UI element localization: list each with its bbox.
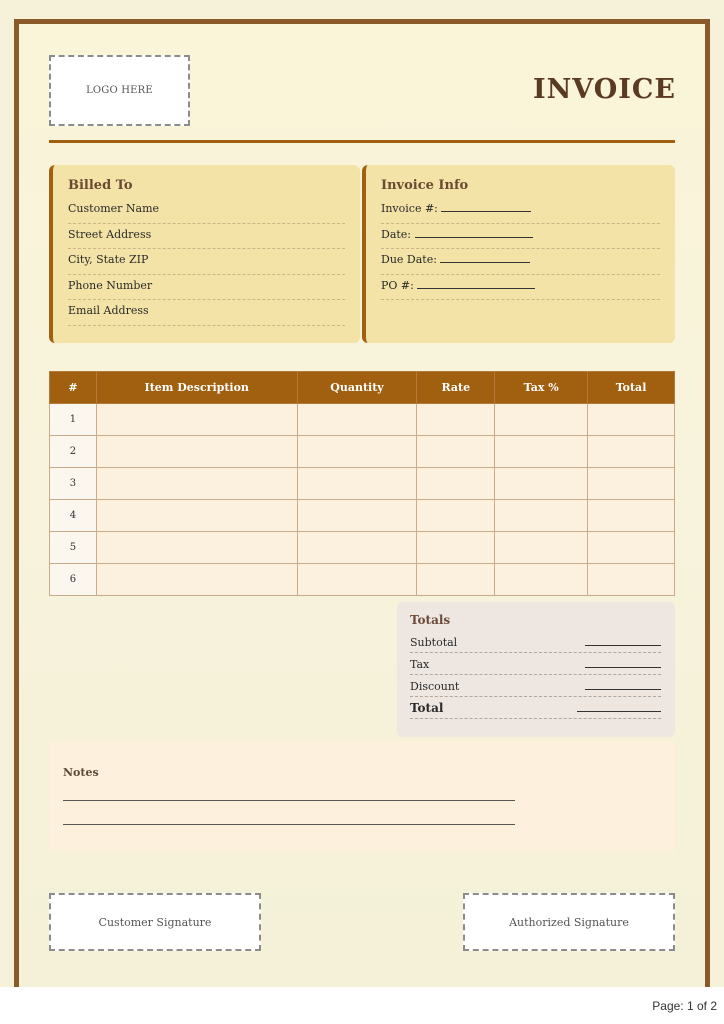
- grand-total-blank[interactable]: [577, 711, 661, 712]
- quantity-cell[interactable]: [297, 564, 417, 596]
- quantity-cell[interactable]: [297, 468, 417, 500]
- subtotal-blank[interactable]: [585, 645, 661, 646]
- billed-to-street-address[interactable]: [68, 224, 345, 250]
- tax-blank[interactable]: [585, 667, 661, 668]
- billed-to-customer-name[interactable]: [68, 198, 345, 224]
- column-header-quantity: Quantity: [297, 372, 417, 404]
- column-header-total: Total: [588, 372, 675, 404]
- quantity-cell[interactable]: [297, 436, 417, 468]
- field-label: Email Address: [68, 304, 149, 317]
- notes-heading: Notes: [63, 766, 99, 779]
- discount-blank[interactable]: [585, 689, 661, 690]
- authorized-signature-label: Authorized Signature: [509, 915, 629, 929]
- total-cell[interactable]: [588, 532, 675, 564]
- description-cell[interactable]: [96, 500, 297, 532]
- tax-row: [410, 653, 661, 675]
- tax-cell[interactable]: [495, 404, 588, 436]
- grand-total-label: Total: [410, 701, 444, 715]
- tax-cell[interactable]: [495, 436, 588, 468]
- column-header-number: #: [50, 372, 97, 404]
- field-label: Due Date:: [381, 253, 437, 266]
- row-number: 5: [50, 532, 97, 564]
- field-label: PO #:: [381, 278, 414, 292]
- row-number: 6: [50, 564, 97, 596]
- notes-line[interactable]: [63, 800, 515, 801]
- subtotal-row: [410, 631, 661, 653]
- totals-box: [397, 602, 675, 737]
- quantity-cell[interactable]: [297, 404, 417, 436]
- discount-row: [410, 675, 661, 697]
- field-label: Street Address: [68, 227, 152, 241]
- description-cell[interactable]: [96, 404, 297, 436]
- tax-cell[interactable]: [495, 564, 588, 596]
- page-indicator: Page: 1 of 2: [652, 999, 717, 1013]
- table-row: [50, 500, 675, 532]
- total-cell[interactable]: [588, 468, 675, 500]
- column-header-rate: Rate: [417, 372, 495, 404]
- field-label: City, State ZIP: [68, 253, 149, 266]
- total-cell[interactable]: [588, 500, 675, 532]
- billed-to-card: [49, 165, 360, 343]
- row-number: 1: [50, 404, 97, 436]
- header-divider: [49, 140, 675, 143]
- notes-section: [49, 741, 675, 851]
- field-label: Invoice #:: [381, 202, 438, 215]
- tax-label: Tax: [410, 658, 430, 671]
- customer-signature-label: Customer Signature: [98, 915, 212, 929]
- billed-to-heading: Billed To: [68, 178, 133, 193]
- quantity-cell[interactable]: [297, 532, 417, 564]
- billed-to-city-state-zip[interactable]: [68, 249, 345, 275]
- due-date-field[interactable]: [381, 249, 660, 275]
- invoice-date-field[interactable]: [381, 224, 660, 250]
- tax-cell[interactable]: [495, 500, 588, 532]
- rate-cell[interactable]: [417, 500, 495, 532]
- description-cell[interactable]: [96, 468, 297, 500]
- total-cell[interactable]: [588, 564, 675, 596]
- billed-to-phone-number[interactable]: [68, 275, 345, 301]
- totals-heading: Totals: [410, 613, 451, 627]
- field-label: Date:: [381, 227, 412, 241]
- row-number: 3: [50, 468, 97, 500]
- rate-cell[interactable]: [417, 404, 495, 436]
- logo-placeholder-text: LOGO HERE: [86, 85, 153, 96]
- po-number-field[interactable]: [381, 275, 660, 301]
- customer-signature-box[interactable]: [49, 893, 261, 951]
- row-number: 2: [50, 436, 97, 468]
- table-row: [50, 436, 675, 468]
- line-items-table: [49, 371, 675, 596]
- description-cell[interactable]: [96, 436, 297, 468]
- table-row: [50, 404, 675, 436]
- table-row: [50, 532, 675, 564]
- due-date-blank[interactable]: [440, 252, 530, 263]
- table-header-row: [50, 372, 675, 404]
- invoice-date-blank[interactable]: [415, 227, 533, 238]
- notes-line[interactable]: [63, 824, 515, 825]
- row-number: 4: [50, 500, 97, 532]
- authorized-signature-box[interactable]: [463, 893, 675, 951]
- rate-cell[interactable]: [417, 436, 495, 468]
- column-header-description: Item Description: [96, 372, 297, 404]
- table-row: [50, 564, 675, 596]
- column-header-tax: Tax %: [495, 372, 588, 404]
- rate-cell[interactable]: [417, 532, 495, 564]
- tax-cell[interactable]: [495, 532, 588, 564]
- description-cell[interactable]: [96, 532, 297, 564]
- billed-to-email-address[interactable]: [68, 300, 345, 326]
- invoice-number-blank[interactable]: [441, 201, 531, 212]
- table-row: [50, 468, 675, 500]
- rate-cell[interactable]: [417, 564, 495, 596]
- field-label: Phone Number: [68, 278, 153, 292]
- invoice-info-card: [362, 165, 675, 343]
- total-cell[interactable]: [588, 436, 675, 468]
- invoice-info-heading: Invoice Info: [381, 178, 469, 193]
- field-label: Customer Name: [68, 202, 160, 215]
- description-cell[interactable]: [96, 564, 297, 596]
- page-title: INVOICE: [532, 74, 676, 105]
- total-cell[interactable]: [588, 404, 675, 436]
- po-number-blank[interactable]: [417, 278, 535, 289]
- discount-label: Discount: [410, 680, 460, 693]
- subtotal-label: Subtotal: [410, 636, 458, 649]
- logo-placeholder: [49, 55, 190, 126]
- rate-cell[interactable]: [417, 468, 495, 500]
- quantity-cell[interactable]: [297, 500, 417, 532]
- tax-cell[interactable]: [495, 468, 588, 500]
- grand-total-row: [410, 697, 661, 719]
- invoice-number-field[interactable]: [381, 198, 660, 224]
